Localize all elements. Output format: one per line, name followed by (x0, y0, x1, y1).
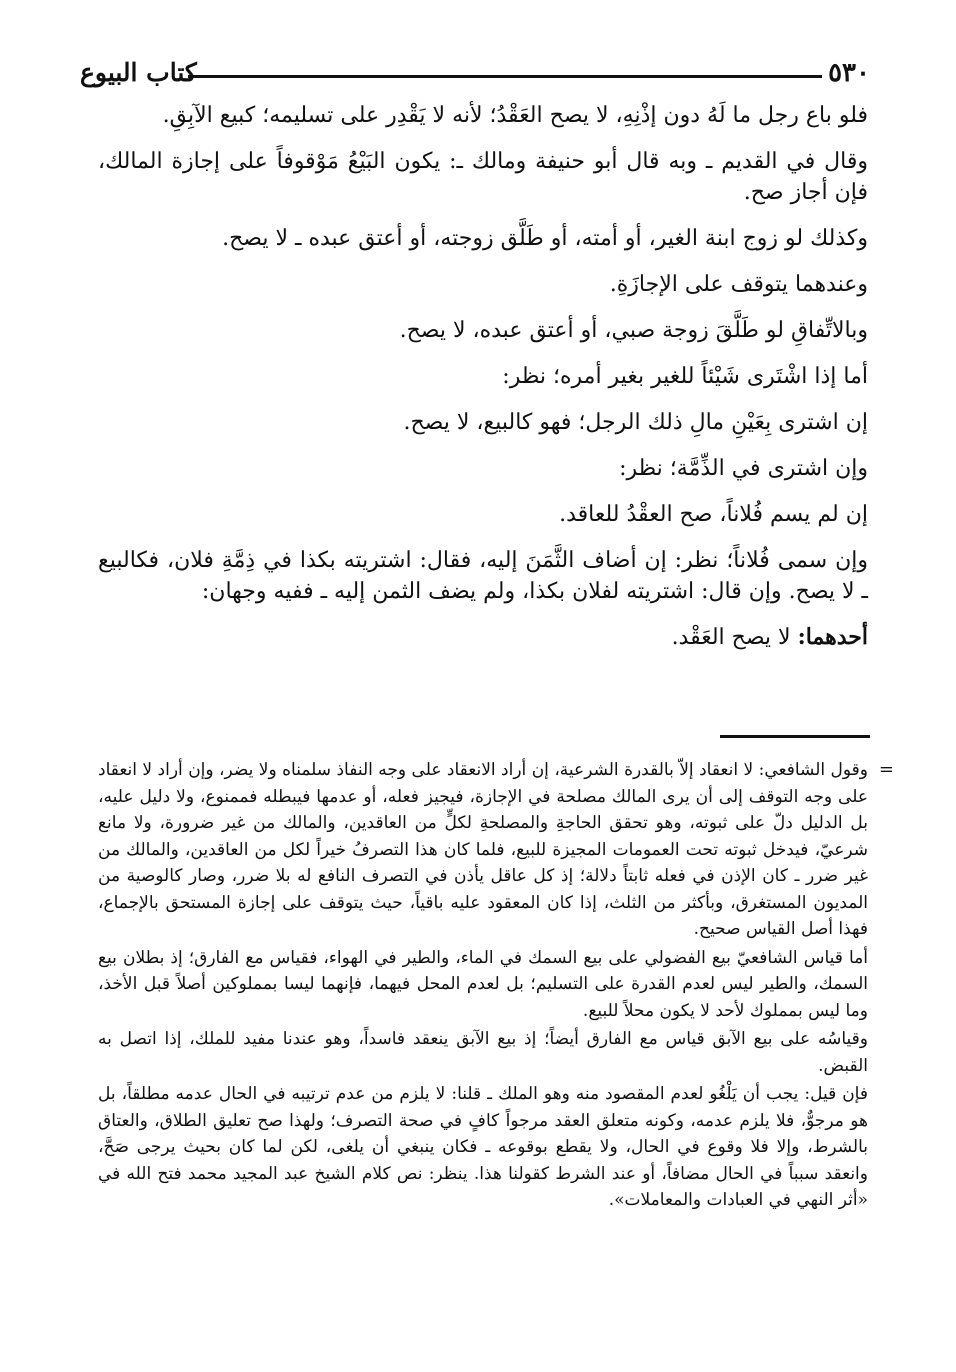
footnote-separator (720, 735, 870, 738)
paragraph-lead: أحدهما: (797, 624, 868, 650)
footnote-paragraph: أما قياس الشافعيّ بيع الفضولي على بيع السمك في الماء، والطير في الهواء، فقياس مع الفارق؛ إذ بطلان بيع السمك، والطير ليس لعدم القدرة على التسليم؛ بل لعدم المحل فيهما، فإنهما ليسا بمملوكين أصلاً قبل الأخذ، وما ليس بمملوك لأحد لا يكون محلاً للبيع. (98, 947, 868, 1021)
footnote-paragraph: وقول الشافعي: لا انعقاد إلاّ بالقدرة الشرعية، إن أراد الانعقاد على وجه النفاذ سلمناه ولا يضر، وإن أراد لا انعقاد على وجه التوقف إلى أن يرى المالك مصلحة في الإجازة، فيجيز فعله، أو عدمها فيبطله فممنوع، ولا دليل عليه، بل الدليل دلّ على ثبوته، وهو تحقق الحاجةِ والمصلحةِ لكلٍّ من العاقدين، والمالك من غير ضرورة، ولا مانع شرعيّ، فيدخل ثبوته تحت العمومات المجيزة للبيع، فلما كان هذا التصرفُ خيراً لكل من العاقدين، والمالك من غير ضرر ـ كان الإذن في فعله ثابتاً دلالة؛ إذ كل عاقل يأذن في التصرف النافع له بلا ضرر، وصار كالوصية من المديون المستغرق، وبأكثر من الثلث، إذا كان المعقود عليه باقياً، حيث يتوقف على إجازة المستحق بالإجماع، فهذا أصل القياس صحيح. (98, 760, 868, 939)
main-paragraph: وعندهما يتوقف على الإجازَةِ. (609, 272, 868, 297)
paragraph-text: لا يصح العَقْد. (671, 625, 798, 650)
main-paragraph: إن اشترى بِعَيْنِ مالِ ذلك الرجل؛ فهو كالبيع، لا يصح. (403, 410, 868, 435)
main-paragraph: وقال في القديم ـ وبه قال أبو حنيفة ومالك ـ: يكون البَيْعُ مَوْقوفاً على إجازة المالك، فإن أجاز صح. (98, 149, 868, 205)
page-number: ٥٣٠ (828, 58, 870, 88)
main-paragraph: وكذلك لو زوج ابنة الغير، أو أمته، أو طَلَّق زوجته، أو أعتق عبده ـ لا يصح. (222, 226, 868, 251)
main-paragraph: فلو باع رجل ما لَهُ دون إذْنِهِ، لا يصح العَقْدُ؛ لأنه لا يَقْدِر على تسليمه؛ كبيع الآبِقِ. (162, 103, 868, 128)
header-rule (188, 75, 822, 78)
page-header (80, 56, 870, 96)
main-text (98, 100, 868, 668)
main-paragraph: وبالاتِّفاقِ لو طَلَّقَ زوجة صبي، أو أعتق عبده، لا يصح. (399, 318, 868, 343)
footnote-paragraph: فإن قيل: يجب أن يَلْغُو لعدم المقصود منه وهو الملك ـ قلنا: لا يلزم من عدم ترتيبه في الحال عدمه مطلقاً، بل هو مرجوٌّ، فلا يلزم عدمه، وكونه متعلق العقد مرجواً كافٍ في صحة التصرف؛ ولهذا صح تعليق الطلاق، والعتاق بالشرط، وإلا فلا وقوع في الحال، ولا يقطع بوقوعه ـ فكان ينبغي أن يلغى، لكن لما كان بحيث يرجى صَحَّ، وانعقد سبباً في الحال مضافاً، أو عند الشرط كقولنا هذا. ينظر: نص كلام الشيخ عبد المجيد محمد فتح الله في «أثر النهي في العبادات والمعاملات». (98, 1084, 868, 1210)
footnote-paragraph: وقياسُه على بيع الآبق قياس مع الفارق أيضاً؛ إذ بيع الآبق ينعقد فاسداً، وهو عندنا مفيد للملك، إذا اتصل به القبض. (98, 1029, 868, 1076)
book-title: كتاب البيوع (80, 58, 197, 87)
main-paragraph: أما إذا اشْتَرى شَيْئاً للغير بغير أمره؛ نظر: (502, 364, 868, 389)
main-paragraph: وإن اشترى في الذِّمَّة؛ نظر: (619, 456, 868, 481)
main-paragraph-last (98, 622, 868, 653)
footnotes (98, 757, 894, 1216)
main-paragraph: إن لم يسم فُلاناً، صح العقْدُ للعاقد. (559, 502, 868, 527)
main-paragraph: وإن سمى فُلاناً؛ نظر: إن أضاف الثَّمَنَ إليه، فقال: اشتريته بكذا في ذِمَّةِ فلان، فكالبيع ـ لا يصح. وإن قال: اشتريته لفلان بكذا، ولم يضف الثمن إليه ـ ففيه وجهان: (98, 548, 868, 604)
continuation-marker: = (878, 759, 894, 780)
